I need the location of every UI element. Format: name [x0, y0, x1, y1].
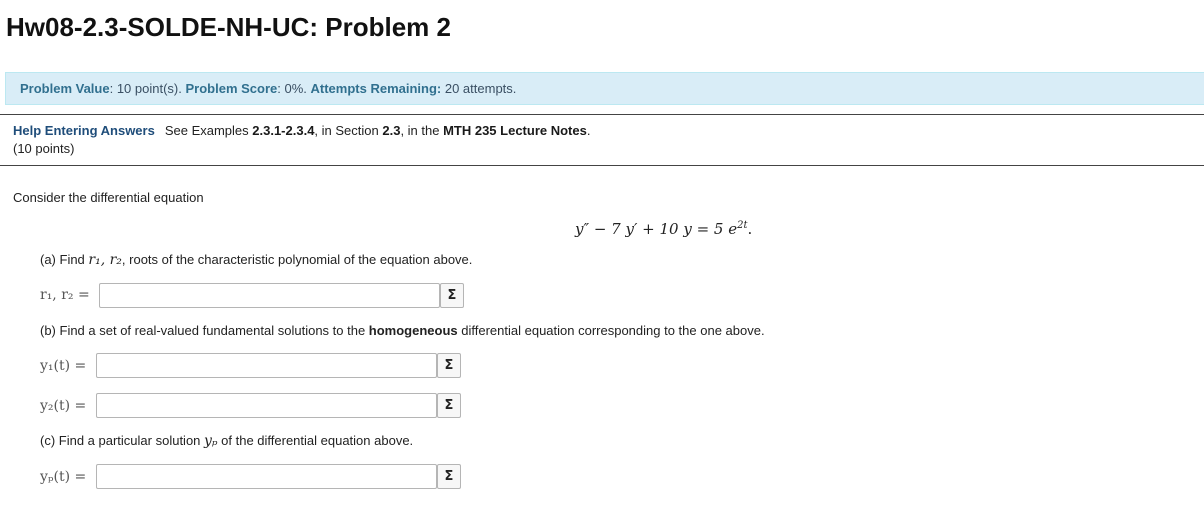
help-notes: MTH 235 Lecture Notes [443, 123, 587, 138]
yp-equation-editor-button[interactable] [437, 464, 461, 489]
y1-label: y₁(t) = [40, 358, 87, 374]
part-b-prefix: (b) Find a set of real-valued fundamental solutions to the [40, 323, 369, 338]
help-text-mid: , in Section [314, 123, 383, 138]
attempts-remaining-text: 20 attempts. [444, 81, 517, 96]
divider-bottom [0, 165, 1204, 166]
part-a-text [40, 252, 472, 268]
problem-intro: Consider the differential equation [13, 190, 204, 205]
problem-points: (10 points) [13, 141, 75, 156]
equation-exponent: 2t [737, 220, 748, 231]
sigma-icon: Σ [444, 358, 454, 373]
problem-value-label: Problem Value [20, 81, 110, 96]
y2-input[interactable] [96, 393, 437, 418]
attempts-remaining-label: Attempts Remaining: [310, 81, 442, 96]
problem-status-bar [5, 72, 1204, 105]
y1-equation-editor-button[interactable] [437, 353, 461, 378]
help-section: 2.3 [382, 123, 401, 138]
sigma-icon: Σ [444, 398, 454, 413]
sigma-icon: Σ [444, 469, 454, 484]
page-title: Hw08-2.3-SOLDE-NH-UC: Problem 2 [6, 12, 451, 42]
r-label: r₁, r₂ = [40, 287, 90, 303]
part-c-var: yₚ [204, 433, 218, 449]
part-a-suffix: , roots of the characteristic polynomial of the equation above. [121, 252, 473, 267]
problem-score-label: Problem Score [185, 81, 278, 96]
equation-body: y″ − 7 y′ + 10 y = 5 e [575, 220, 738, 238]
yp-input[interactable] [96, 464, 437, 489]
help-text-mid2: , in the [400, 123, 444, 138]
help-text-end: . [586, 123, 591, 138]
help-line [13, 123, 590, 138]
part-b-text [40, 323, 765, 338]
part-b-suffix: differential equation corresponding to the one above. [457, 323, 765, 338]
part-b-bold: homogeneous [368, 323, 458, 338]
sigma-icon: Σ [447, 288, 457, 303]
yp-label: yₚ(t) = [40, 469, 87, 485]
y2-label: y₂(t) = [40, 398, 87, 414]
part-c-text [40, 433, 413, 449]
part-a-vars: r₁, r₂ [88, 252, 122, 268]
equation-end: . [747, 220, 753, 238]
y2-equation-editor-button[interactable] [437, 393, 461, 418]
y1-input[interactable] [96, 353, 437, 378]
problem-value-text: : 10 point(s). [109, 81, 182, 96]
roots-input[interactable] [99, 283, 440, 308]
part-c-suffix: of the differential equation above. [217, 433, 414, 448]
roots-equation-editor-button[interactable] [440, 283, 464, 308]
help-examples: 2.3.1-2.3.4 [252, 123, 315, 138]
divider-top [0, 114, 1204, 115]
help-text-prefix: See Examples [164, 123, 253, 138]
part-c-prefix: (c) Find a particular solution [40, 433, 205, 448]
differential-equation [575, 220, 752, 238]
help-entering-answers-link[interactable]: Help Entering Answers [13, 123, 155, 138]
problem-score-text: : 0%. [277, 81, 307, 96]
part-a-prefix: (a) Find [40, 252, 89, 267]
